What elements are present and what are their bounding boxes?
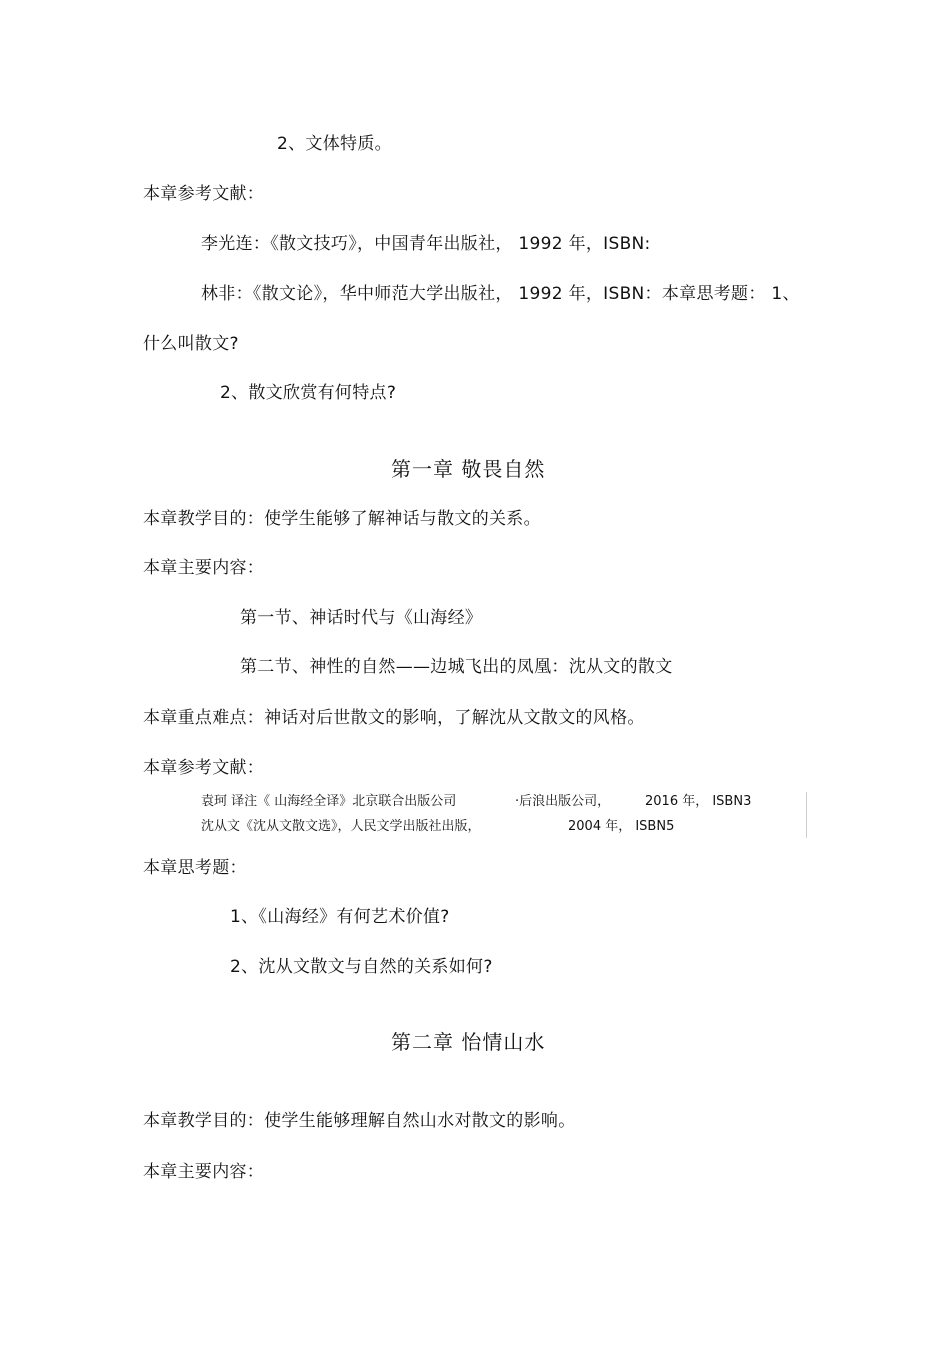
chapter-1-ref-1-year-isbn: 2016 年， ISBN3 xyxy=(645,794,752,809)
chapter-2-title: 第二章 怡情山水 xyxy=(391,1030,546,1054)
intro-ref-2-line2: 什么叫散文? xyxy=(143,334,239,354)
chapter-1-ref-2-year-isbn: 2004 年， ISBN5 xyxy=(568,819,675,834)
chapter-1-question-1: 1、《山海经》有何艺术价值? xyxy=(230,907,450,927)
chapter-1-title: 第一章 敬畏自然 xyxy=(391,457,546,481)
intro-refs-heading: 本章参考文献： xyxy=(143,184,265,204)
intro-ref-2-line1: 林非：《散文论》，华中师范大学出版社， 1992 年，ISBN：本章思考题： 1、 xyxy=(201,284,800,304)
chapter-1-ref-2-author-title: 沈从文《沈从文散文选》，人民文学出版社出版， xyxy=(201,819,481,834)
chapter-1-section-2: 第二节、神性的自然——边城飞出的凤凰：沈从文的散文 xyxy=(240,657,673,677)
chapter-1-section-1: 第一节、神话时代与《山海经》 xyxy=(240,608,483,628)
chapter-1-refs-heading: 本章参考文献： xyxy=(143,758,265,778)
chapter-1-questions-heading: 本章思考题： xyxy=(143,858,247,878)
chapter-1-ref-1-publisher: ·后浪出版公司， xyxy=(515,794,611,809)
reference-column-divider xyxy=(806,792,807,838)
intro-item-2: 2、文体特质。 xyxy=(277,134,392,154)
intro-question-2: 2、散文欣赏有何特点? xyxy=(220,383,397,403)
chapter-1-question-2: 2、沈从文散文与自然的关系如何? xyxy=(230,957,493,977)
chapter-2-goal: 本章教学目的：使学生能够理解自然山水对散文的影响。 xyxy=(143,1111,576,1131)
chapter-1-goal: 本章教学目的：使学生能够了解神话与散文的关系。 xyxy=(143,509,541,529)
chapter-1-content-heading: 本章主要内容： xyxy=(143,558,265,578)
chapter-2-content-heading: 本章主要内容： xyxy=(143,1162,265,1182)
chapter-1-ref-1-author-title: 袁珂 译注《 山海经全译》北京联合出版公司 xyxy=(201,794,457,809)
chapter-1-key-points: 本章重点难点：神话对后世散文的影响，了解沈从文散文的风格。 xyxy=(143,708,645,728)
intro-ref-1: 李光连：《散文技巧》，中国青年出版社， 1992 年，ISBN: xyxy=(201,234,651,254)
